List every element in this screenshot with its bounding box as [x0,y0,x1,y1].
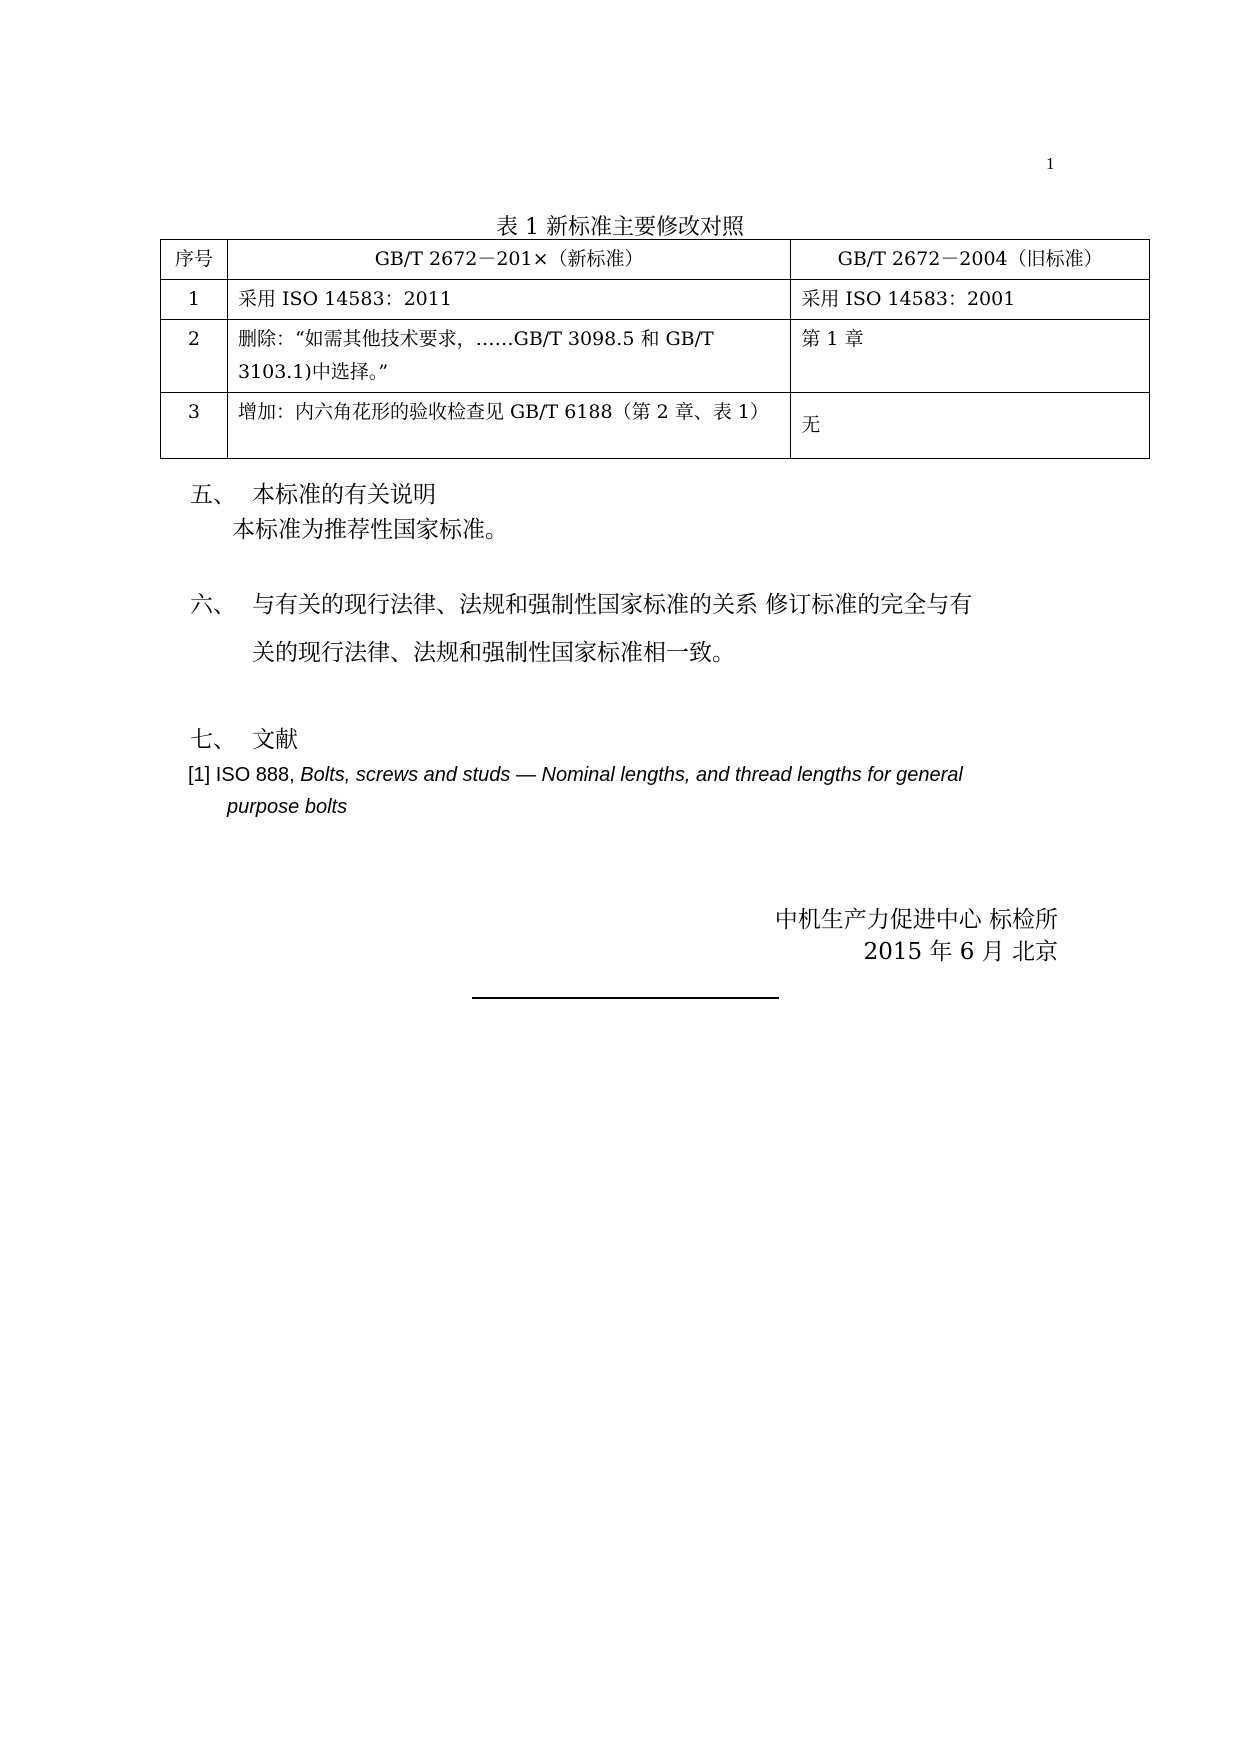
reference-label: [1] ISO 888, [188,764,301,786]
old-standard-cell: 无 [791,393,1150,459]
divider-line [472,997,779,999]
page-number: 1 [1046,154,1055,173]
old-standard-cell: 第 1 章 [791,320,1150,393]
new-standard-cell: 增加：内六角花形的验收检查见 GB/T 6188（第 2 章、表 1） [227,393,790,459]
section-title: 本标准的有关说明 [252,482,436,508]
new-standard-cell: 删除：“如需其他技术要求，……GB/T 3098.5 和 GB/T 3103.1)中选择。” [227,320,790,393]
old-standard-cell: 采用 ISO 14583：2001 [791,280,1150,320]
comparison-table [160,239,1150,459]
section-number: 六、 [190,592,236,618]
section-body: 关的现行法律、法规和强制性国家标准相一致。 [252,640,735,666]
table-row [161,320,1150,393]
row-number: 2 [161,320,228,393]
section-body: 本标准为推荐性国家标准。 [232,517,508,543]
header-cell: 序号 [161,240,228,280]
table-row [161,280,1150,320]
table-row [161,393,1150,459]
new-standard-cell: 采用 ISO 14583：2011 [227,280,790,320]
section-number: 五、 [190,482,236,508]
table-caption: 表 1 新标准主要修改对照 [496,215,744,240]
header-cell: GB/T 2672－201×（新标准） [227,240,790,280]
signature-organization: 中机生产力促进中心 标检所 [774,907,1058,933]
reference-entry [188,764,963,787]
table-header-row [161,240,1150,280]
reference-title: Bolts, screws and studs — Nominal lengths, and thread lengths for general [300,764,963,786]
section-title: 文献 [252,727,298,753]
row-number: 1 [161,280,228,320]
section-title: 与有关的现行法律、法规和强制性国家标准的关系 修订标准的完全与有 [252,592,973,618]
section-number: 七、 [190,727,236,753]
header-cell: GB/T 2672－2004（旧标准） [791,240,1150,280]
signature-date: 2015 年 6 月 北京 [863,939,1058,965]
reference-title-continued: purpose bolts [227,796,348,818]
row-number: 3 [161,393,228,459]
